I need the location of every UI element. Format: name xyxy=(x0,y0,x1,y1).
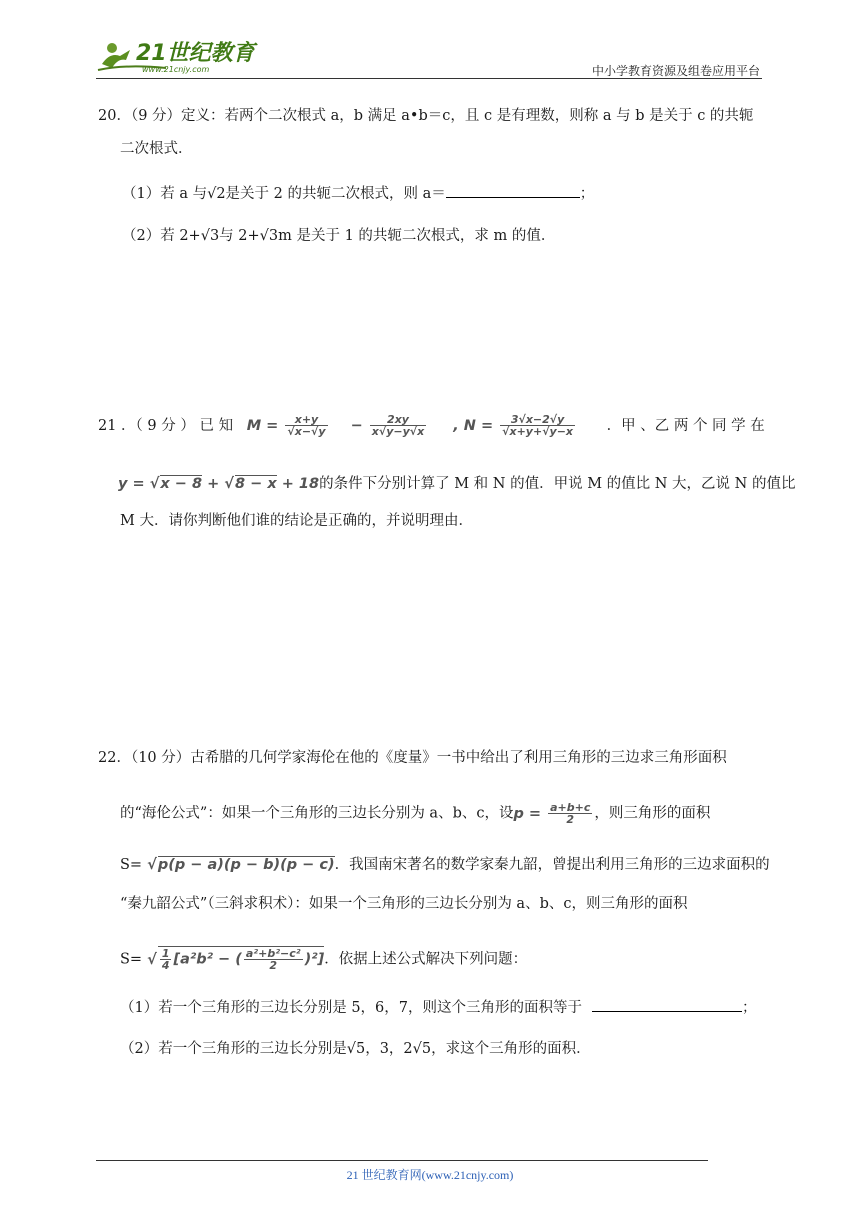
q22-line-4: “秦九韶公式”（三斜求积术）：如果一个三角形的三边长分别为 a、b、c，则三角形的面积 xyxy=(120,896,688,912)
q22-line-1: 22．（10 分）古希腊的几何学家海伦在他的《度量》一书中给出了利用三角形的三边求三角形面积 xyxy=(98,750,727,766)
answer-blank[interactable] xyxy=(592,999,742,1012)
q20-part-1-text: （1）若 a 与√2是关于 2 的共轭二次根式，则 a＝ xyxy=(122,186,446,202)
answer-blank[interactable] xyxy=(446,185,580,198)
q22-line-3 xyxy=(120,856,770,873)
heron-formula: √p(p − a)(p − b)(p − c) xyxy=(142,857,335,873)
m-formula: M = $\frac{x+y}{√x-√y}$ − $\frac{2xy}{x√y-y√x}$ xyxy=(246,413,425,438)
q22-line-5 xyxy=(120,946,527,971)
n-formula: , N = $\frac{3√x-2√y}{√x+y+√y-x}$ xyxy=(453,413,574,438)
q22-line-2 xyxy=(120,802,710,825)
q20-line-2: 二次根式． xyxy=(120,141,193,157)
q21-line-2-text: 的条件下分别计算了 M 和 N 的值．甲说 M 的值比 N 大，乙说 N 的值比 xyxy=(319,476,796,492)
q20-part-1 xyxy=(122,185,594,202)
q20-part-2: （2）若 2+√3与 2+√3m 是关于 1 的共轭二次根式，求 m 的值． xyxy=(122,228,556,244)
q21-line-1 xyxy=(98,414,774,437)
s-label: S= xyxy=(120,857,143,873)
qin-formula: √ $\frac{1}{4}$ [a²b² − ( $\frac{\text{a²+b²−c²}}{2}$ )²] xyxy=(142,947,325,972)
q22-line-5-text: ．依据上述公式解决下列问题： xyxy=(324,951,528,968)
q22-line-3-text: ．我国南宋著名的数学家秦九韶，曾提出利用三角形的三边求面积的 xyxy=(334,857,770,873)
site-logo xyxy=(96,34,266,76)
header-divider xyxy=(96,78,762,79)
svg-text:21世纪教育: 21世纪教育 xyxy=(136,41,255,66)
svg-text:www.21cnjy.com: www.21cnjy.com xyxy=(142,65,210,74)
footer-divider xyxy=(96,1160,708,1161)
q22-line-2-text: 的“海伦公式”：如果一个三角形的三边长分别为 a、b、c，设 xyxy=(120,805,514,822)
platform-name: 中小学教育资源及组卷应用平台 xyxy=(591,64,760,78)
q21-line-2 xyxy=(118,475,795,492)
q22-line-2-end: ，则三角形的面积 xyxy=(594,805,711,822)
q22-part-1 xyxy=(120,999,757,1016)
q22-part-1-end: ； xyxy=(742,1000,757,1016)
footer-text: 21 世纪教育网(www.21cnjy.com) xyxy=(346,1168,514,1182)
q22-part-1-text: （1）若一个三角形的三边长分别是 5，6，7，则这个三角形的面积等于 xyxy=(120,1000,583,1016)
q21-line-3: M 大．请你判断他们谁的结论是正确的，并说明理由． xyxy=(120,513,473,529)
p-formula: p = $\frac{a+b+c}{2}$ xyxy=(513,801,591,826)
y-formula: y = √x − 8 + √8 − x + 18 xyxy=(118,476,320,492)
q21-intro-end: ．甲 、乙 两 个 同 学 在 xyxy=(606,417,765,434)
q21-intro: 21 ．（ 9 分 ） 已 知 xyxy=(98,417,234,434)
q22-part-2: （2）若一个三角形的三边长分别是√5，3，2√5，求这个三角形的面积． xyxy=(120,1041,591,1057)
q20-part-1-end: ； xyxy=(579,186,595,202)
q20-line-1: 20．（9 分）定义：若两个二次根式 a，b 满足 a•b＝c，且 c 是有理数，则称 a 与 b 是关于 c 的共轭 xyxy=(98,108,754,124)
s-label: S= xyxy=(120,951,143,968)
